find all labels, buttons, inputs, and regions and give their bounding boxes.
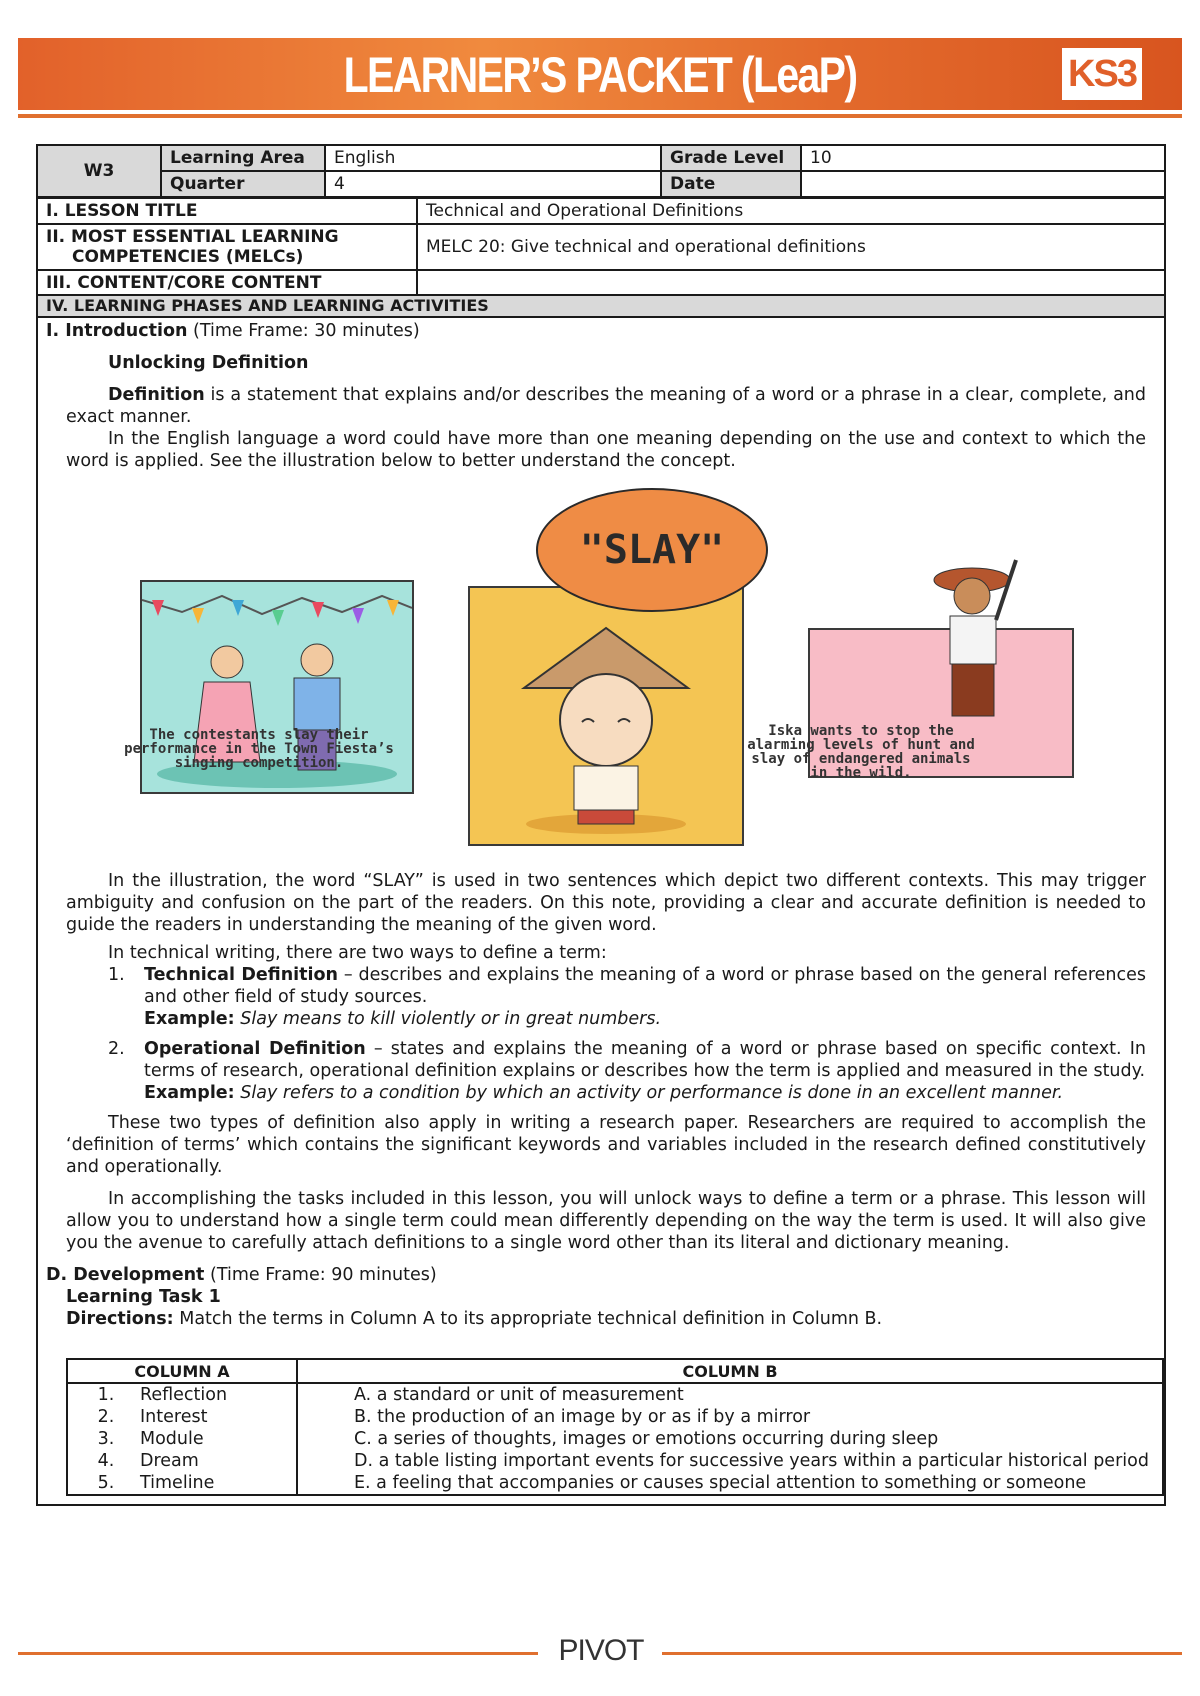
- term-number: 2.: [97, 1407, 115, 1427]
- quarter-label: Quarter: [161, 171, 325, 197]
- grade-level-value: 10: [801, 145, 1165, 171]
- lesson-title-value: Technical and Operational Definitions: [417, 198, 1165, 224]
- melc-label: [37, 224, 417, 270]
- two-ways-intro: In technical writing, there are two ways to define a term:: [108, 943, 607, 963]
- directions-text: Match the terms in Column A to its appropriate technical definition in Column B.: [173, 1309, 883, 1329]
- caption-right: Iska wants to stop the alarming levels of hunt and slay of endangered animals in the wild.: [747, 723, 975, 781]
- development-heading-line: [46, 1264, 1146, 1286]
- item1-number: 1.: [108, 965, 125, 985]
- term-number: 3.: [97, 1429, 115, 1449]
- table-row: [67, 1406, 1163, 1428]
- matching-table: [66, 1358, 1164, 1496]
- term-name: Timeline: [140, 1473, 215, 1493]
- melc-label-line1: II. MOST ESSENTIAL LEARNING: [46, 227, 339, 247]
- definition-text: is a statement that explains and/or describes the meaning of a word or a phrase in a clear, complete, and exact manner.: [66, 385, 1146, 427]
- week-label: W3: [37, 145, 161, 197]
- intro-subheading: Unlocking Definition: [108, 353, 309, 373]
- banner-divider: [18, 114, 1182, 118]
- term-number: 5.: [97, 1473, 115, 1493]
- lesson-goal-paragraph: In accomplishing the tasks included in this lesson, you will unlock ways to define a term or a phrase. This lesson will allow you to understand how a single term could mean differently depending on the way the term is used. It will also give you the avenue to carefully attach definitions to a single word other than its literal and dictionary meaning.: [66, 1189, 1146, 1253]
- kid-figure: [470, 588, 742, 844]
- table-row: [67, 1450, 1163, 1472]
- date-value: [801, 171, 1165, 197]
- table-row: [67, 1428, 1163, 1450]
- illustration-explanation: In the illustration, the word “SLAY” is used in two sentences which depict two different contexts. This may trigger ambiguity and confusion on the part of the readers. On this note, providing a clear and accurate definition is needed to guide the readers in understanding the meaning of the given word.: [66, 871, 1146, 935]
- operational-definition-item: [108, 1038, 1146, 1104]
- pivot-logo: PIVOT: [558, 1634, 644, 1667]
- definition-option: E. a feeling that accompanies or causes special attention to something or someone: [297, 1472, 1163, 1495]
- footer-line-left: [18, 1652, 538, 1655]
- term-number: 4.: [97, 1451, 115, 1471]
- item1-term: Technical Definition: [144, 965, 339, 985]
- iska-figure: [888, 520, 1068, 720]
- development-timeframe: (Time Frame: 90 minutes): [210, 1265, 437, 1285]
- date-label: Date: [661, 171, 801, 197]
- lesson-info-table: [36, 197, 1166, 297]
- table-row: [67, 1472, 1163, 1495]
- intro-heading: I. Introduction: [46, 321, 188, 341]
- term-number: 1.: [97, 1385, 115, 1405]
- item2-term: Operational Definition: [144, 1039, 366, 1059]
- content-value: [417, 270, 1165, 296]
- term-name: Module: [140, 1429, 204, 1449]
- banner-title: LEARNER’S PACKET (LeaP): [343, 47, 857, 103]
- grade-level-label: Grade Level: [661, 145, 801, 171]
- slay-speech-bubble: "SLAY": [536, 488, 768, 612]
- intro-heading-line: [46, 320, 1146, 342]
- quarter-value: 4: [325, 171, 661, 197]
- learning-task-title: Learning Task 1: [66, 1287, 221, 1307]
- item1-example-label: Example:: [144, 1009, 235, 1029]
- slay-kid-panel: [468, 586, 744, 846]
- ks-badge: KS3: [1062, 48, 1142, 100]
- column-a-cell: [67, 1406, 297, 1428]
- directions-line: [66, 1308, 1146, 1330]
- column-a-cell: [67, 1472, 297, 1495]
- intro-timeframe: (Time Frame: 30 minutes): [193, 321, 420, 341]
- column-a-cell: [67, 1450, 297, 1472]
- term-name: Dream: [140, 1451, 199, 1471]
- lesson-title-label: I. LESSON TITLE: [37, 198, 417, 224]
- context-paragraph: In the English language a word could have more than one meaning depending on the use and context to which the word is applied. See the illustration below to better understand the concept.: [66, 429, 1146, 471]
- column-a-cell: [67, 1428, 297, 1450]
- learning-area-label: Learning Area: [161, 145, 325, 171]
- definition-paragraph: [66, 384, 1146, 428]
- term-name: Reflection: [140, 1385, 228, 1405]
- item2-text: – states and explains the meaning of a word or phrase based on specific context. In terms of research, operational definition explains or describes how the term is applied and measured in the study.: [144, 1039, 1146, 1081]
- definition-term: Definition: [108, 385, 205, 405]
- item1-text: – describes and explains the meaning of a word or phrase based on the general references and other field of study sources.: [144, 965, 1146, 1007]
- section-heading: IV. LEARNING PHASES AND LEARNING ACTIVITIES: [36, 294, 1166, 318]
- item2-example-label: Example:: [144, 1083, 235, 1103]
- research-paragraph: These two types of definition also apply in writing a research paper. Researchers are required to accomplish the ‘definition of terms’ which contains the significant keywords and variables included in the research defined constitutively and operationally.: [66, 1113, 1146, 1177]
- packet-banner: [18, 38, 1182, 110]
- development-heading: D. Development: [46, 1265, 205, 1285]
- column-a-cell: [67, 1383, 297, 1406]
- learning-area-value: English: [325, 145, 661, 171]
- technical-definition-item: [108, 964, 1146, 1030]
- term-name: Interest: [140, 1407, 208, 1427]
- column-b-header: COLUMN B: [297, 1359, 1163, 1383]
- definition-option: D. a table listing important events for successive years within a particular historical period: [297, 1450, 1163, 1472]
- item2-example: Slay refers to a condition by which an activity or performance is done in an excellent manner.: [234, 1083, 1064, 1103]
- slay-illustration: [118, 480, 1078, 842]
- definition-option: B. the production of an image by or as if by a mirror: [297, 1406, 1163, 1428]
- melc-value: MELC 20: Give technical and operational definitions: [417, 224, 1165, 270]
- footer-line-right: [662, 1652, 1182, 1655]
- item1-example: Slay means to kill violently or in great numbers.: [234, 1009, 662, 1029]
- lesson-header-table: [36, 144, 1166, 198]
- definition-option: C. a series of thoughts, images or emotions occurring during sleep: [297, 1428, 1163, 1450]
- column-a-header: COLUMN A: [67, 1359, 297, 1383]
- caption-left: The contestants slay their performance in the Town Fiesta’s singing competition.: [124, 727, 394, 771]
- definition-option: A. a standard or unit of measurement: [297, 1383, 1163, 1406]
- directions-label: Directions:: [66, 1309, 174, 1329]
- table-row: [67, 1383, 1163, 1406]
- item2-number: 2.: [108, 1039, 125, 1059]
- melc-label-line2: COMPETENCIES (MELCs): [72, 247, 304, 267]
- content-label: III. CONTENT/CORE CONTENT: [37, 270, 417, 296]
